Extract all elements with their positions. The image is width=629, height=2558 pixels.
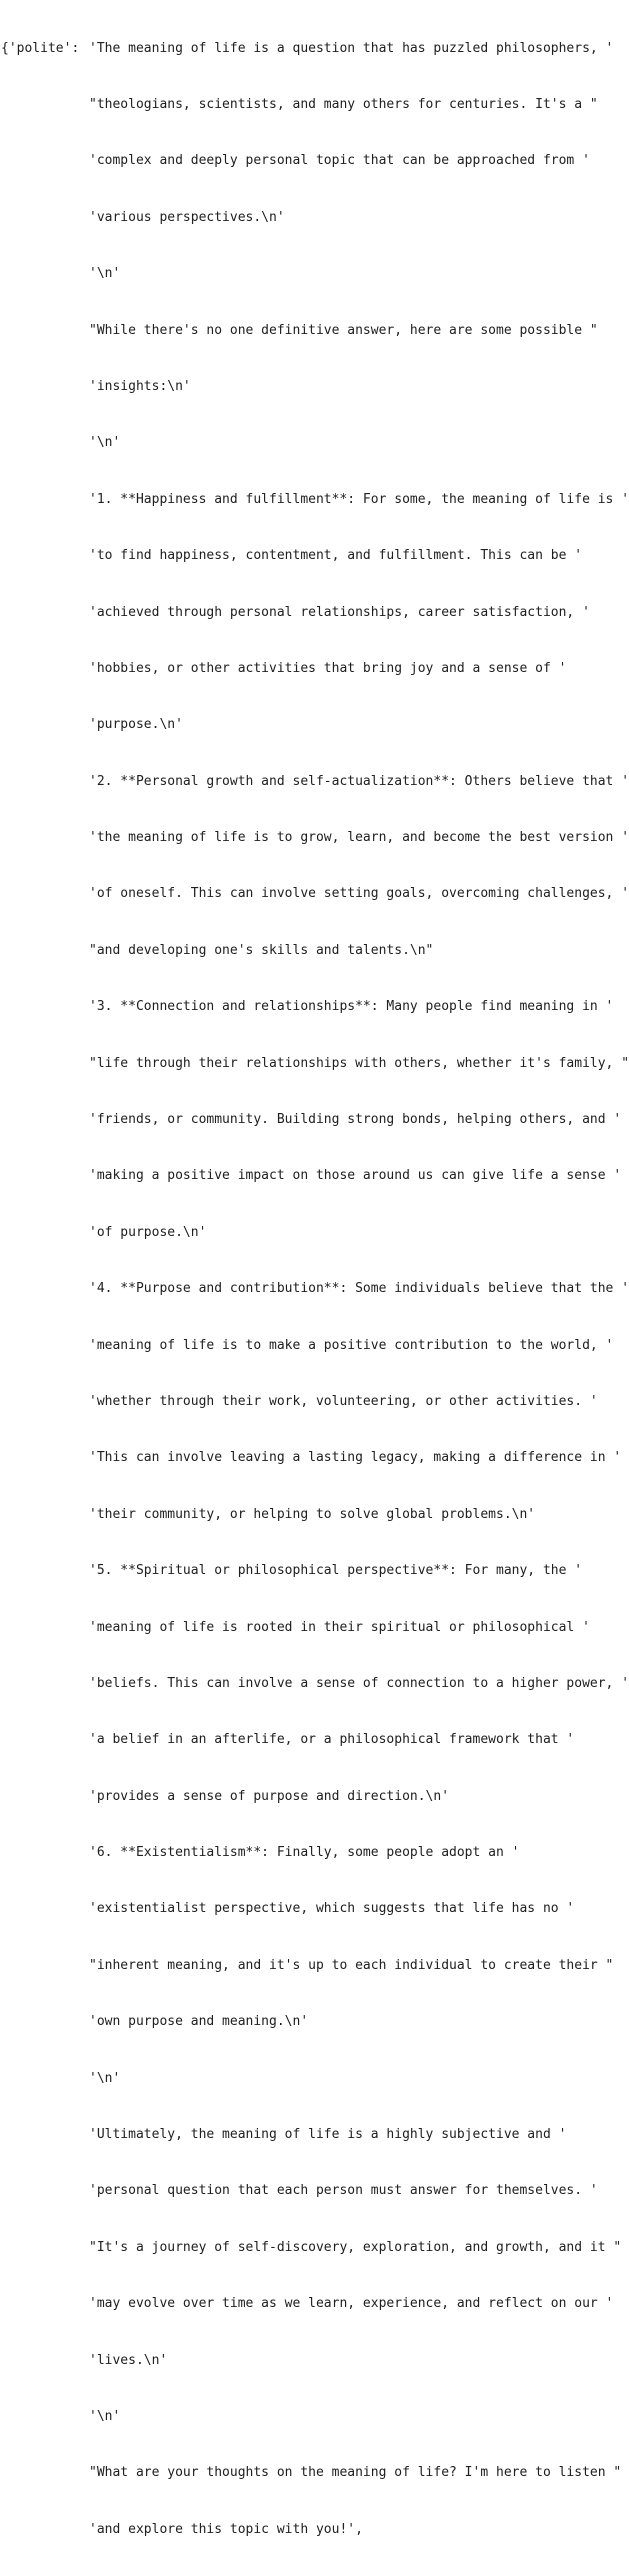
string-line: 'The meaning of life is a question that has puzzled philosophers, '	[89, 40, 614, 56]
string-line: '5. **Spiritual or philosophical perspective**: For many, the '	[89, 1563, 583, 1579]
string-line: 'of purpose.\n'	[89, 1224, 207, 1240]
string-line: 'insights:\n'	[89, 378, 191, 394]
code-line	[1, 2239, 622, 2258]
code-line	[1, 1900, 611, 1919]
string-line: 'meaning of life is rooted in their spiritual or philosophical '	[89, 1619, 590, 1635]
string-line: 'may evolve over time as we learn, experience, and reflect on our '	[89, 2296, 614, 2312]
string-line: 'to find happiness, contentment, and fulfillment. This can be '	[89, 548, 583, 564]
string-line: "What are your thoughts on the meaning of life? I'm here to listen "	[89, 2465, 622, 2481]
string-line: 'the meaning of life is to grow, learn, and become the best version '	[89, 830, 629, 846]
code-line	[1, 1788, 611, 1807]
string-line: 'complex and deeply personal topic that can be approached from '	[89, 153, 590, 169]
string-line: '2. **Personal growth and self-actualization**: Others believe that '	[89, 773, 629, 789]
string-line: 'meaning of life is to make a positive contribution to the world, '	[89, 1337, 614, 1353]
code-line	[1, 1111, 622, 1130]
code-line	[1, 604, 611, 623]
code-line	[1, 2352, 611, 2371]
code-line	[1, 1619, 611, 1638]
string-line: '\n'	[89, 266, 121, 282]
code-line	[1, 152, 611, 171]
string-line: 'hobbies, or other activities that bring joy and a sense of '	[89, 660, 567, 676]
code-line	[1, 547, 611, 566]
code-line	[1, 491, 629, 510]
string-line: 'making a positive impact on those around us can give life a sense '	[89, 1168, 622, 1184]
code-line	[1, 434, 611, 453]
string-line: "It's a journey of self-discovery, exploration, and growth, and it "	[89, 2239, 622, 2255]
code-line	[1, 2521, 611, 2540]
string-line: "theologians, scientists, and many others for centuries. It's a "	[89, 96, 598, 112]
code-line	[1, 1506, 611, 1525]
code-line	[1, 829, 629, 848]
code-line	[1, 2182, 611, 2201]
code-line	[1, 322, 611, 341]
string-line: 'of oneself. This can involve setting goals, overcoming challenges, '	[89, 886, 629, 902]
string-line: 'existentialist perspective, which suggests that life has no '	[89, 1901, 575, 1917]
string-line: 'lives.\n'	[89, 2352, 168, 2368]
string-line: '6. **Existentialism**: Finally, some people adopt an '	[89, 1845, 520, 1861]
code-line	[1, 209, 611, 228]
code-line	[1, 1449, 622, 1468]
code-line	[1, 2126, 611, 2145]
string-line: "inherent meaning, and it's up to each individual to create their "	[89, 1957, 614, 1973]
string-line: "and developing one's skills and talents.\n"	[89, 942, 434, 958]
code-line	[1, 1337, 614, 1356]
code-line	[1, 2013, 611, 2032]
string-line: 'beliefs. This can involve a sense of connection to a higher power, '	[89, 1675, 629, 1691]
string-line: '4. **Purpose and contribution**: Some individuals believe that the '	[89, 1281, 629, 1297]
string-line: "life through their relationships with others, whether it's family, "	[89, 1055, 629, 1071]
code-line	[1, 1393, 611, 1412]
code-line	[1, 1280, 629, 1299]
code-line	[1, 378, 611, 397]
string-line: 'various perspectives.\n'	[89, 209, 285, 225]
code-line	[1, 265, 611, 284]
code-line	[1, 998, 614, 1017]
string-line: 'This can involve leaving a lasting legacy, making a difference in '	[89, 1450, 622, 1466]
string-line: '\n'	[89, 2409, 121, 2424]
code-line	[1, 1562, 611, 1581]
dict-key: {'polite':	[1, 40, 88, 56]
code-line	[1, 1055, 629, 1074]
string-line: '3. **Connection and relationships**: Many people find meaning in '	[89, 999, 614, 1015]
code-line	[1, 2408, 611, 2427]
code-line	[1, 773, 629, 792]
string-line: 'achieved through personal relationships, career satisfaction, '	[89, 604, 590, 620]
code-line	[1, 885, 629, 904]
string-line: 'purpose.\n'	[89, 717, 183, 733]
code-line	[1, 1731, 611, 1750]
code-line	[1, 1224, 611, 1243]
string-line: 'a belief in an afterlife, or a philosophical framework that '	[89, 1732, 575, 1748]
string-line: '\n'	[89, 435, 121, 451]
string-line: 'friends, or community. Building strong bonds, helping others, and '	[89, 1112, 622, 1128]
code-line	[1, 40, 614, 59]
code-line	[1, 2070, 611, 2089]
code-line	[1, 1957, 614, 1976]
code-line	[1, 942, 611, 961]
string-line: 'Ultimately, the meaning of life is a highly subjective and '	[89, 2127, 567, 2143]
string-line: 'their community, or helping to solve global problems.\n'	[89, 1506, 536, 1522]
string-line: 'provides a sense of purpose and direction.\n'	[89, 1788, 450, 1804]
string-line: '1. **Happiness and fulfillment**: For some, the meaning of life is '	[89, 491, 629, 507]
code-line	[1, 1167, 622, 1186]
code-line	[1, 660, 611, 679]
string-line: '\n'	[89, 2070, 121, 2086]
code-line	[1, 2295, 614, 2314]
string-line: 'whether through their work, volunteering, or other activities. '	[89, 1393, 598, 1409]
string-line: "While there's no one definitive answer, here are some possible "	[89, 322, 598, 338]
string-line: 'personal question that each person must answer for themselves. '	[89, 2183, 598, 2199]
code-line	[1, 716, 611, 735]
string-line: 'and explore this topic with you!',	[89, 2521, 363, 2537]
string-line: 'own purpose and meaning.\n'	[89, 2014, 309, 2030]
code-line	[1, 96, 611, 115]
code-line	[1, 1675, 629, 1694]
code-line	[1, 2464, 622, 2483]
code-line	[1, 1844, 611, 1863]
